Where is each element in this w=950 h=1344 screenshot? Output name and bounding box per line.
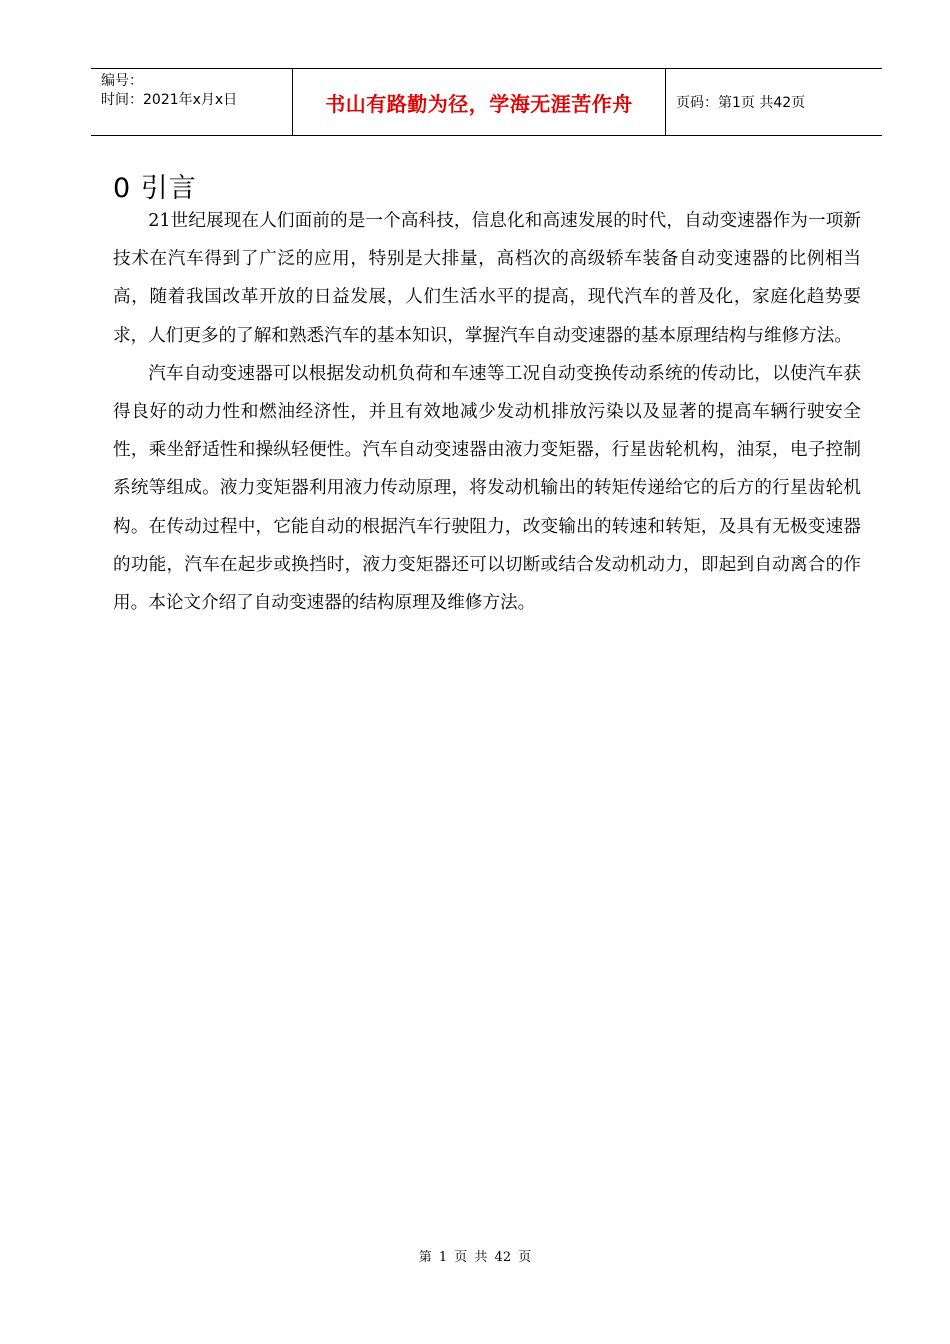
- document-header: [91, 68, 882, 136]
- document-time-label: 时间：2021年x月x日: [101, 92, 238, 108]
- page-footer: 第 1 页 共 42 页: [418, 1250, 532, 1265]
- document-number-label: 编号：: [101, 73, 143, 89]
- section-body: [113, 202, 861, 622]
- section-heading: 0 引言: [113, 173, 197, 204]
- header-motto-cell: [293, 69, 666, 135]
- paragraph: 汽车自动变速器可以根据发动机负荷和车速等工况自动变换传动系统的传动比，以使汽车获得良好的动力性和燃油经济性，并且有效地减少发动机排放污染以及显著的提高车辆行驶安全性，乘坐舒适性和操纵轻便性。汽车自动变速器由液力变矩器，行星齿轮机构，油泵，电子控制系统等组成。液力变矩器利用液力传动原理，将发动机输出的转矩传递给它的后方的行星齿轮机构。在传动过程中，它能自动的根据汽车行驶阻力，改变输出的转速和转矩，及具有无极变速器的功能，汽车在起步或换挡时，液力变矩器还可以切断或结合发动机动力，即起到自动离合的作用。本论文介绍了自动变速器的结构原理及维修方法。: [113, 363, 861, 614]
- header-page-info: 页码：第1页 共42页: [676, 95, 806, 111]
- paragraph: 21世纪展现在人们面前的是一个高科技，信息化和高速发展的时代，自动变速器作为一项新技术在汽车得到了广泛的应用，特别是大排量，高档次的高级轿车装备自动变速器的比例相当高，随着我国改革开放的日益发展，人们生活水平的提高，现代汽车的普及化，家庭化趋势要求，人们更多的了解和熟悉汽车的基本知识，掌握汽车自动变速器的基本原理结构与维修方法。: [113, 211, 861, 346]
- header-page-cell: [666, 69, 882, 135]
- header-meta-cell: [91, 69, 293, 135]
- header-motto: 书山有路勤为径，学海无涯苦作舟: [325, 91, 633, 116]
